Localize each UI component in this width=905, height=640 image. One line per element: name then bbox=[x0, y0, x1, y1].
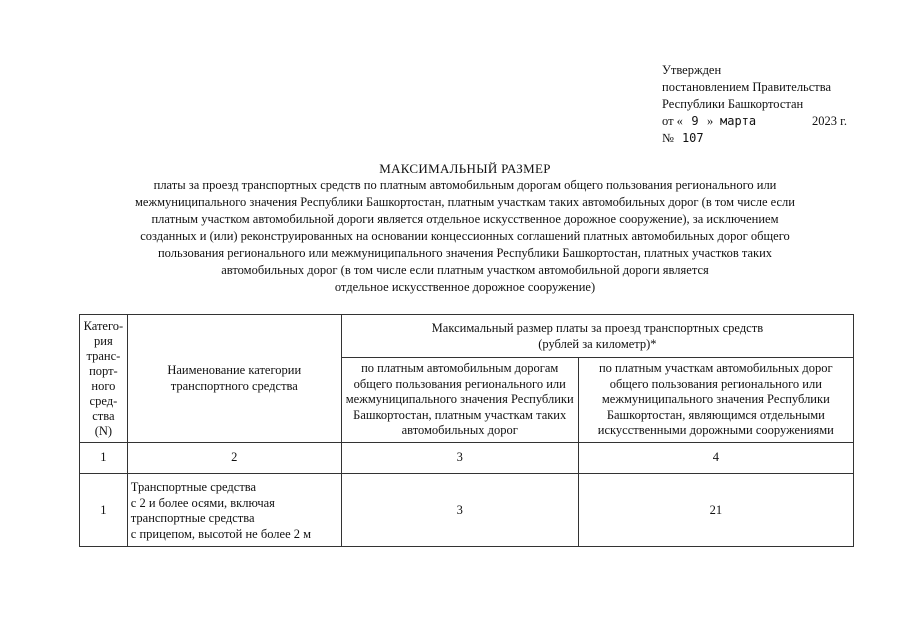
document-title bbox=[80, 160, 850, 296]
title-line: платы за проезд транспортных средств по платным автомобильным дорогам общего пользования регионального или bbox=[153, 178, 777, 192]
row-structure-fee: 21 bbox=[578, 474, 853, 547]
header-max-fee: Максимальный размер платы за проезд транспортных средств (рублей за километр)* bbox=[341, 315, 853, 358]
title-line: пользования регионального или межмуниципального значения Республики Башкортостан, платных участков таких bbox=[157, 246, 773, 260]
approval-number bbox=[662, 130, 862, 147]
table-row bbox=[80, 474, 854, 547]
row-regional-fee: 3 bbox=[341, 474, 578, 547]
column-number: 2 bbox=[127, 443, 341, 474]
approval-date bbox=[662, 113, 862, 130]
column-number: 1 bbox=[80, 443, 128, 474]
approval-line-1: Утвержден bbox=[662, 63, 722, 77]
column-number: 3 bbox=[341, 443, 578, 474]
number-prefix: № bbox=[662, 131, 674, 145]
header-artificial-structures: по платным участкам автомобильных дорог общего пользования регионального или межмуниципального значения Республики Башкортостан, являющимся отдельными искусственными дорожными сооружениями bbox=[578, 358, 853, 443]
column-numbers-row bbox=[80, 443, 854, 474]
header-regional-roads: по платным автомобильным дорогам общего пользования регионального или межмуниципального значения Республики Башкортостан, платным участкам таких автомобильных дорог bbox=[341, 358, 578, 443]
row-vehicle-name: Транспортные средства с 2 и более осями, включая транспортные средства с прицепом, высотой не более 2 м bbox=[127, 474, 341, 547]
row-category: 1 bbox=[80, 474, 128, 547]
table-header-row bbox=[80, 315, 854, 358]
fee-table bbox=[79, 314, 854, 547]
document-number: 107 bbox=[681, 131, 704, 145]
title-line: платным участком автомобильной дороги является отдельное искусственное дорожное сооружение), за исключением bbox=[151, 212, 779, 226]
title-line: отдельное искусственное дорожное сооружение) bbox=[334, 280, 596, 294]
date-day: 9 bbox=[691, 114, 699, 128]
title-main: МАКСИМАЛЬНЫЙ РАЗМЕР bbox=[379, 161, 551, 176]
date-prefix: от « bbox=[662, 114, 683, 128]
date-year: 2023 г. bbox=[812, 114, 847, 128]
approval-line-3: Республики Башкортостан bbox=[662, 97, 804, 111]
column-number: 4 bbox=[578, 443, 853, 474]
title-line: межмуниципального значения Республики Башкортостан, платным участкам таких автомобильных дорог (в том числе если bbox=[135, 195, 795, 209]
date-close: » bbox=[706, 114, 714, 128]
title-line: созданных и (или) реконструированных на основании концессионных соглашений платных автомобильных дорог общего bbox=[140, 229, 790, 243]
header-category: Катего- рия транс- порт- ного сред- ства (N) bbox=[80, 315, 128, 443]
header-name: Наименование категории транспортного средства bbox=[127, 315, 341, 443]
approval-line-2: постановлением Правительства bbox=[662, 80, 832, 94]
approval-stamp bbox=[662, 62, 862, 147]
date-month: марта bbox=[720, 114, 757, 128]
title-line: автомобильных дорог (в том числе если платным участком автомобильной дороги является bbox=[221, 263, 709, 277]
